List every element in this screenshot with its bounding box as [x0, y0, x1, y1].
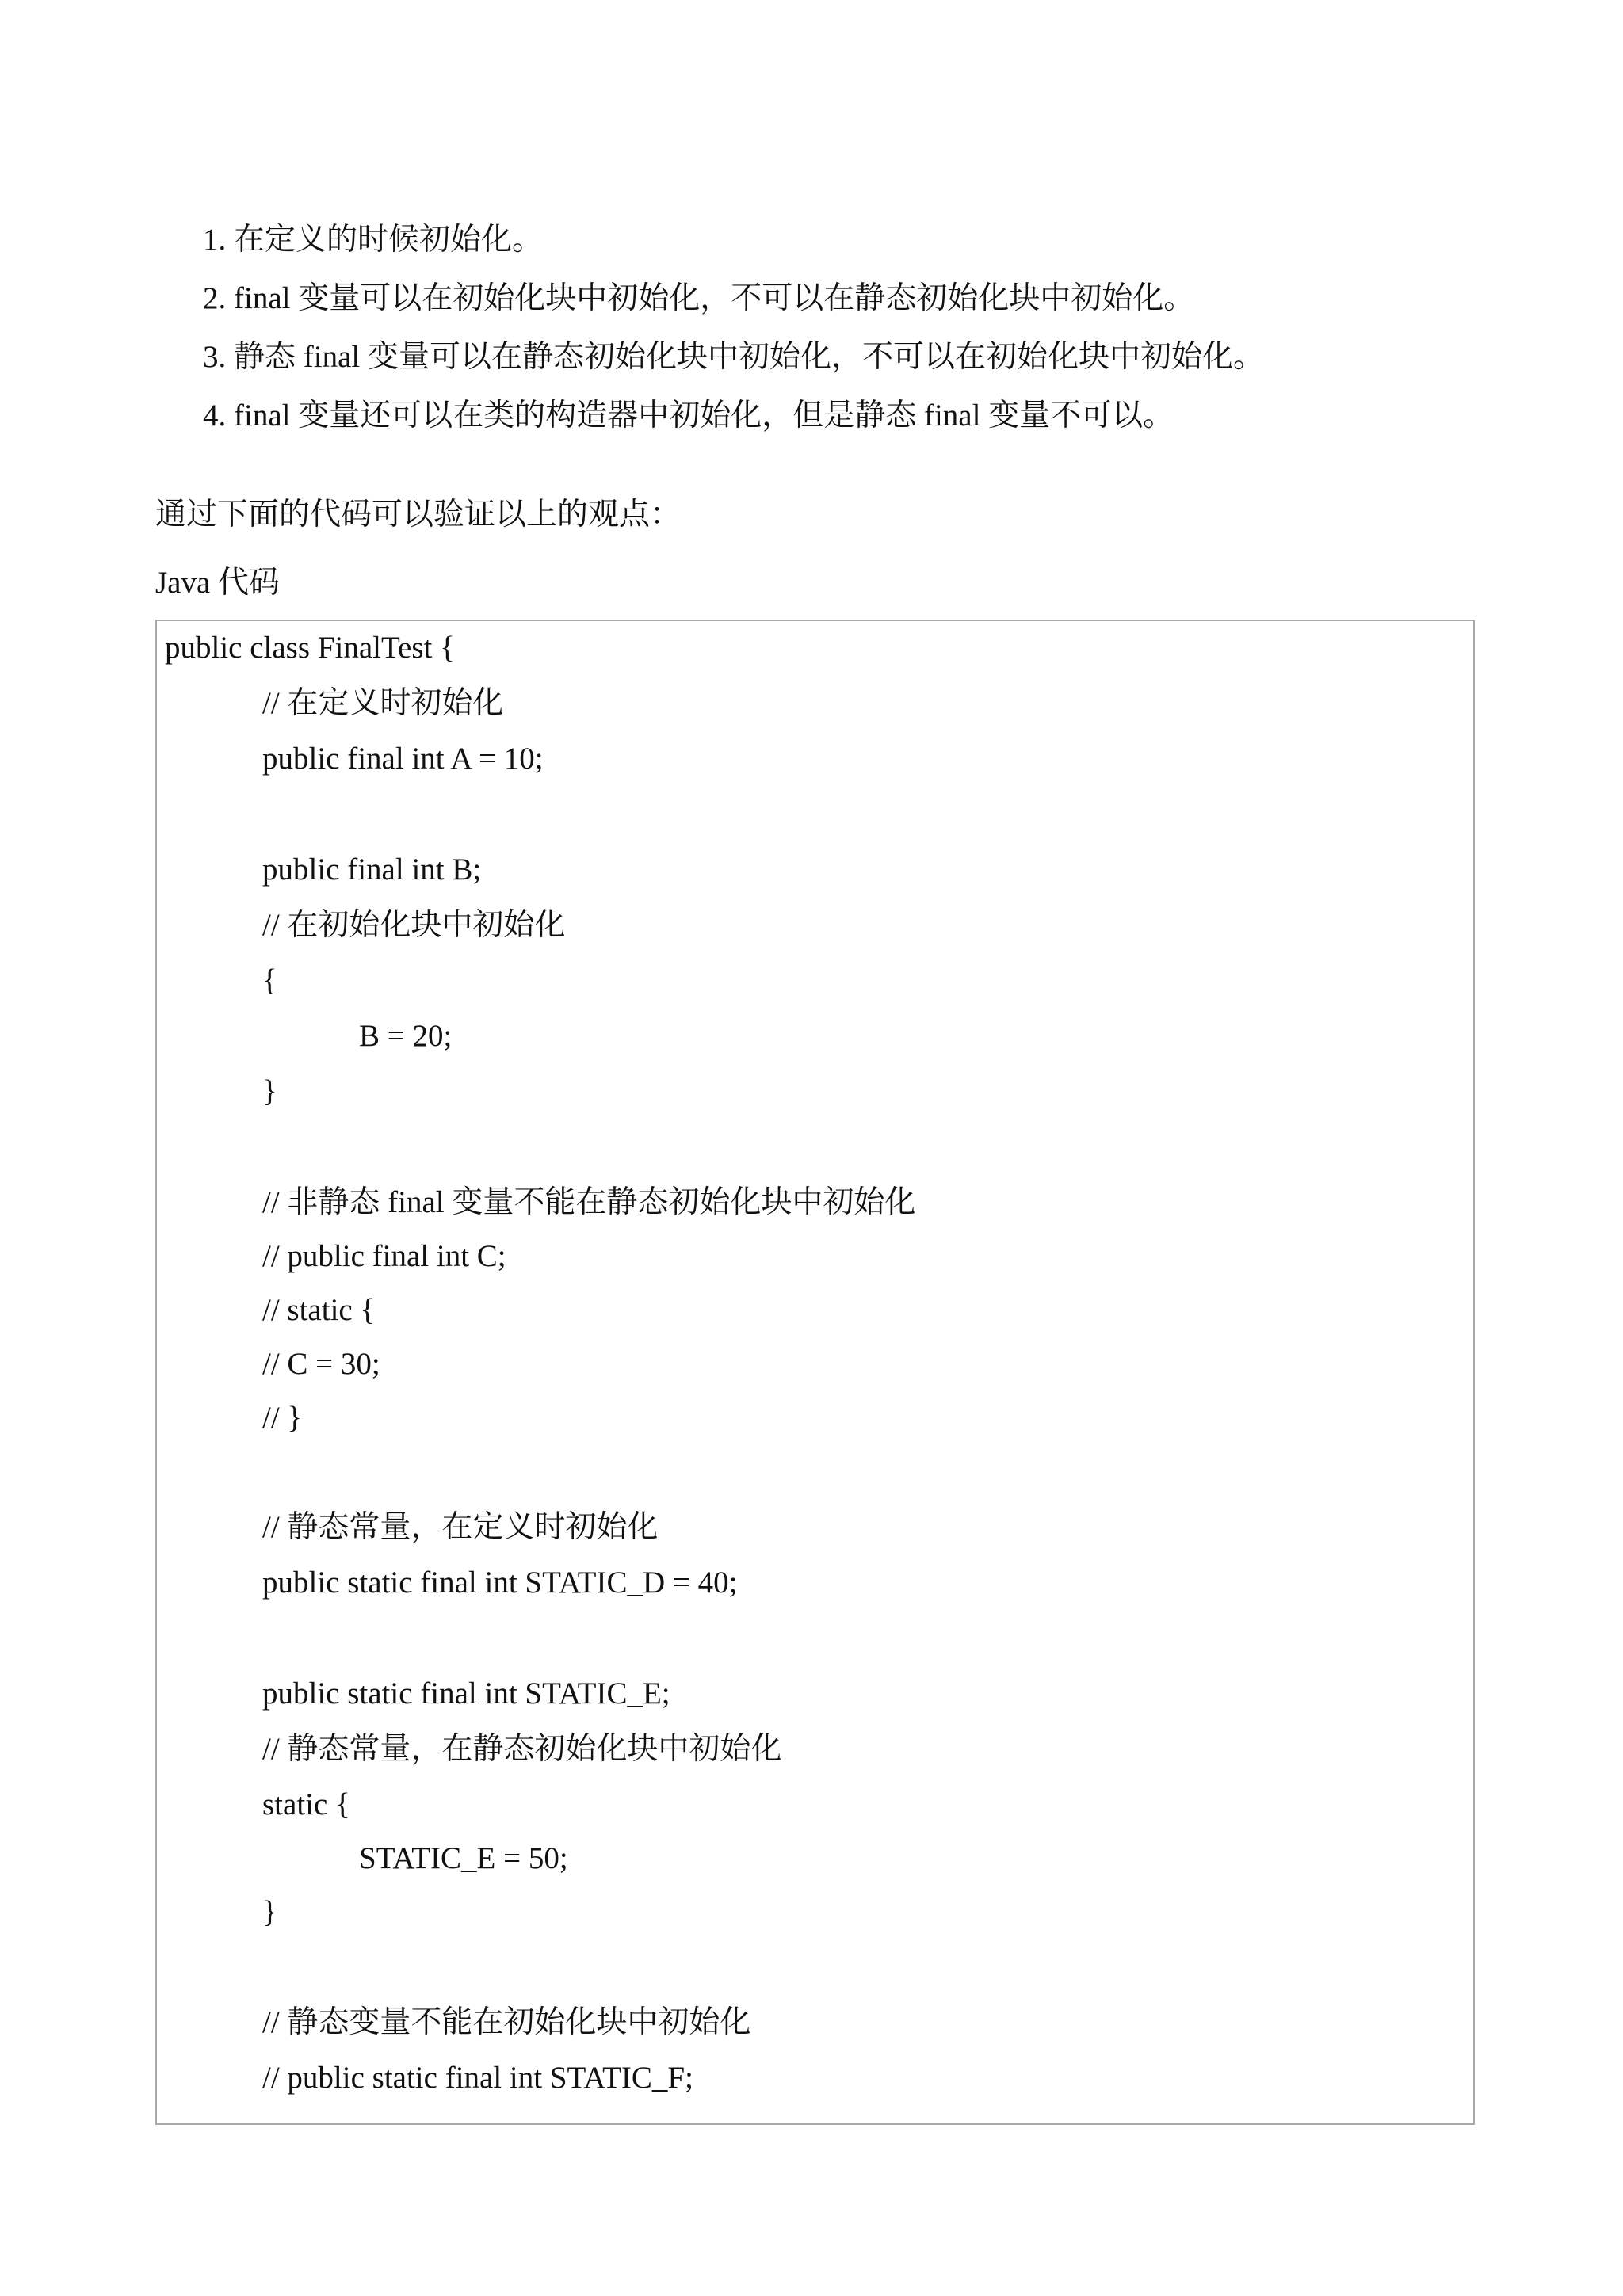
code-line: // public static final int STATIC_F; [262, 2061, 693, 2095]
code-line: // C = 30; [262, 1347, 380, 1381]
code-line: static { [262, 1787, 350, 1821]
code-line: // 静态变量不能在初始化块中初始化 [262, 2005, 751, 2039]
code-line: // static { [262, 1293, 376, 1327]
code-line: } [262, 1074, 277, 1108]
code-line: // 非静态 final 变量不能在静态初始化块中初始化 [262, 1185, 916, 1219]
code-line: STATIC_E = 50; [359, 1841, 568, 1875]
code-block [155, 620, 1475, 2125]
intro-paragraph: 通过下面的代码可以验证以上的观点： [155, 498, 682, 532]
code-line: public static final int STATIC_E; [262, 1676, 670, 1711]
code-line: public class FinalTest { [165, 631, 455, 665]
code-line: // public final int C; [262, 1239, 506, 1273]
code-line: // 在定义时初始化 [262, 686, 504, 720]
code-line: public final int A = 10; [262, 742, 544, 776]
list-item: 3. 静态 final 变量可以在静态初始化块中初始化，不可以在初始化块中初始化。 [203, 340, 1264, 374]
code-line: B = 20; [359, 1019, 453, 1053]
code-line: public final int B; [262, 852, 482, 887]
list-item: 4. final 变量还可以在类的构造器中初始化，但是静态 final 变量不可以。 [203, 399, 1174, 433]
list-item: 1. 在定义的时候初始化。 [203, 223, 544, 257]
code-line: { [262, 963, 277, 997]
list-item: 2. final 变量可以在初始化块中初始化，不可以在静态初始化块中初始化。 [203, 281, 1195, 315]
code-line: // } [262, 1401, 303, 1435]
code-line: } [262, 1895, 277, 1929]
rules-list [203, 211, 1264, 445]
code-line: // 静态常量，在定义时初始化 [262, 1510, 659, 1544]
code-caption: Java 代码 [155, 566, 281, 600]
code-line: public static final int STATIC_D = 40; [262, 1566, 738, 1600]
code-line: // 静态常量，在静态初始化块中初始化 [262, 1732, 782, 1766]
code-line: // 在初始化块中初始化 [262, 908, 566, 942]
